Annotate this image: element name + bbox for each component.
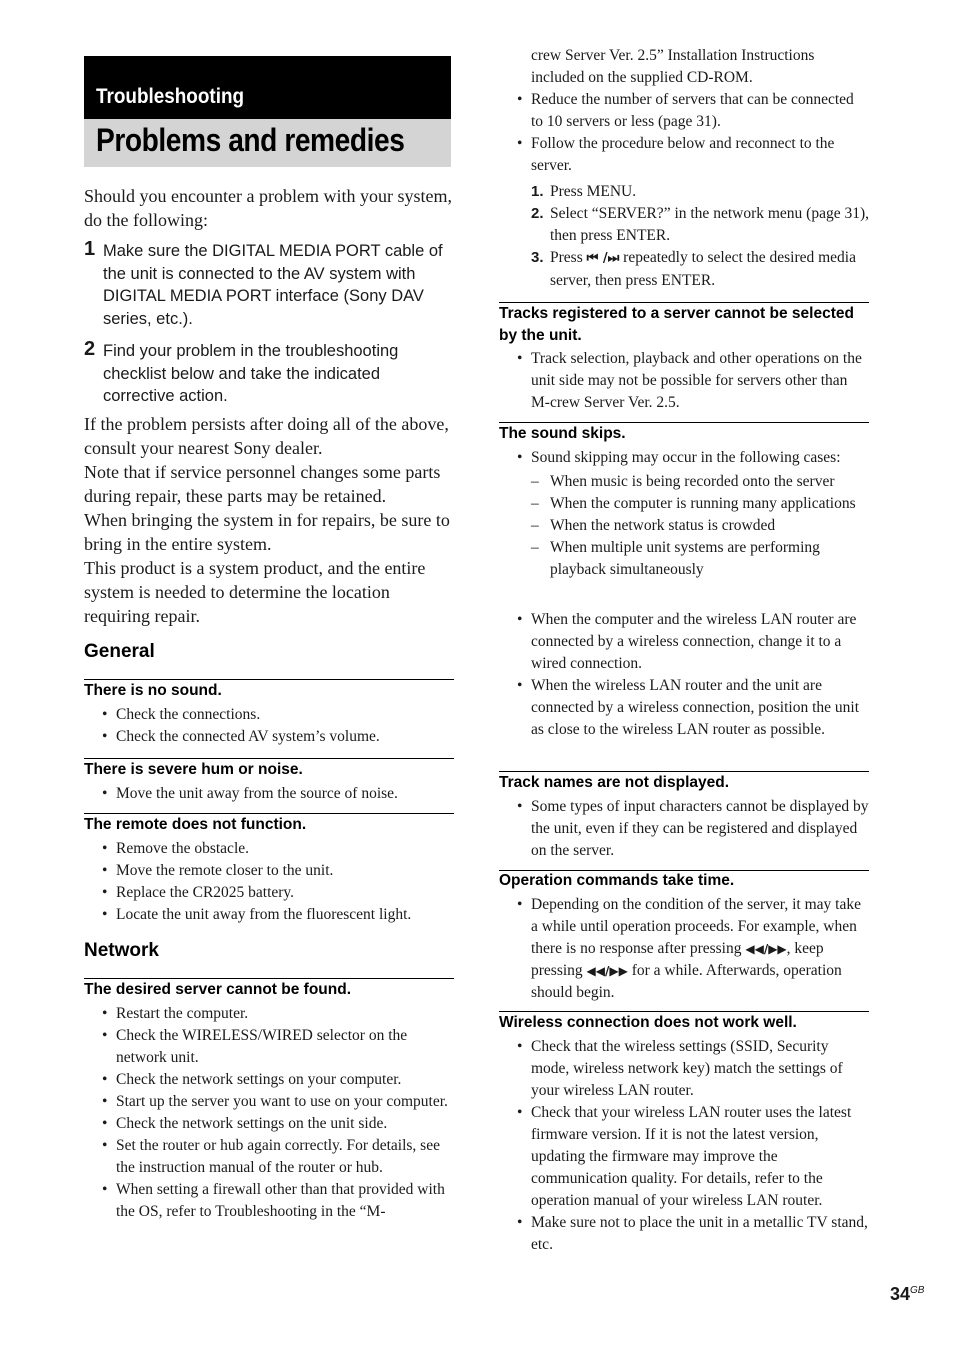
list-item: • When the computer and the wireless LAN router are connected by a wireless connection, change it to a wired connection. bbox=[499, 609, 869, 675]
list-item: • When setting a firewall other than that provided with the OS, refer to Troubleshooting in the “M- bbox=[84, 1179, 454, 1223]
note-1: If the problem persists after doing all of the above, consult your nearest Sony dealer. bbox=[84, 414, 449, 458]
problem-title: There is severe hum or noise. bbox=[84, 761, 303, 778]
list-item: • Replace the CR2025 battery. bbox=[84, 882, 454, 904]
section-network-heading: Network bbox=[84, 940, 159, 961]
note-2: Note that if service personnel changes some parts during repair, these parts may be retained. bbox=[84, 462, 441, 506]
remedy-list bbox=[84, 704, 454, 748]
list-item: • Check that your wireless LAN router uses the latest firmware version. If it is not the latest version, updating the firmware may improve the communication quality. For details, refer to the operation manual of your wireless LAN router. bbox=[499, 1102, 869, 1212]
list-item: • Depending on the condition of the server, it may take a while until operation proceeds. For example, when there is no response after pressing ◀◀/▶▶, keep pressing ◀◀/▶▶ for a while. Afterwards, operation should begin. bbox=[499, 894, 869, 1004]
list-item: • Start up the server you want to use on your computer. bbox=[84, 1091, 454, 1113]
note-3: When bringing the system in for repairs, be sure to bring in the entire system. bbox=[84, 510, 450, 554]
problem-title: Operation commands take time. bbox=[499, 872, 735, 889]
list-item: • Check the network settings on your computer. bbox=[84, 1069, 454, 1091]
procedure-step: 1. Press MENU. bbox=[531, 183, 637, 200]
problem-title: Wireless connection does not work well. bbox=[499, 1014, 797, 1031]
list-item: • Check the connected AV system’s volume. bbox=[84, 726, 454, 748]
remedy-list-continued bbox=[499, 45, 869, 177]
list-item: • Move the unit away from the source of noise. bbox=[84, 783, 454, 805]
list-item: • Check the network settings on the unit side. bbox=[84, 1113, 454, 1135]
remedy-list bbox=[84, 838, 454, 926]
procedure-list bbox=[499, 181, 869, 292]
rewind-forward-icon: ◀◀/▶▶ bbox=[745, 942, 787, 956]
page-number: $34^{GB}$ bbox=[890, 1284, 925, 1304]
rewind-forward-icon: ◀◀/▶▶ bbox=[586, 964, 628, 978]
list-item: • Track selection, playback and other operations on the unit side may not be possible for servers other than M-crew Server Ver. 2.5. bbox=[499, 348, 869, 414]
list-item-continued: crew Server Ver. 2.5” Installation Instructions included on the supplied CD-ROM. bbox=[531, 47, 815, 86]
case-list bbox=[499, 471, 869, 581]
title-banner bbox=[84, 119, 451, 167]
problem-title: The sound skips. bbox=[499, 425, 626, 442]
remedy-list bbox=[84, 783, 454, 805]
procedure-step: 3. Press ⏮ /⏭ repeatedly to select the desired media server, then press ENTER. bbox=[531, 249, 856, 289]
section-general-heading: General bbox=[84, 641, 155, 662]
list-item: • Sound skipping may occur in the following cases: bbox=[499, 447, 869, 469]
list-item: • Restart the computer. bbox=[84, 1003, 454, 1025]
skip-buttons-icon: ⏮ /⏭ bbox=[586, 251, 620, 266]
problem-title: The remote does not function. bbox=[84, 816, 307, 833]
list-item: – When music is being recorded onto the server bbox=[499, 471, 869, 493]
list-item: – When multiple unit systems are performing playback simultaneously bbox=[499, 537, 869, 581]
category-banner bbox=[84, 56, 451, 119]
step-1-text: Make sure the DIGITAL MEDIA PORT cable of the unit is connected to the AV system with DIGITAL MEDIA PORT interface (Sony DAV series, etc.). bbox=[103, 242, 443, 328]
problem-title: The desired server cannot be found. bbox=[84, 981, 352, 998]
remedy-list bbox=[499, 1036, 869, 1256]
remedy-list bbox=[499, 894, 869, 1004]
list-item: • When the wireless LAN router and the unit are connected by a wireless connection, position the unit as close to the wireless LAN router as possible. bbox=[499, 675, 869, 741]
procedure-step: 2. Select “SERVER?” in the network menu (page 31), then press ENTER. bbox=[531, 205, 869, 244]
list-item: • Move the remote closer to the unit. bbox=[84, 860, 454, 882]
notes bbox=[84, 412, 454, 628]
intro-text: Should you encounter a problem with your system, do the following: bbox=[84, 186, 452, 230]
remedy-list bbox=[499, 348, 869, 414]
list-item: – When the computer is running many applications bbox=[499, 493, 869, 515]
list-item: • Some types of input characters cannot be displayed by the unit, even if they can be registered and displayed on the server. bbox=[499, 796, 869, 862]
remedy-list bbox=[84, 1003, 454, 1223]
remedy-list bbox=[499, 796, 869, 862]
list-item: • Follow the procedure below and reconnect to the server. bbox=[499, 133, 869, 177]
list-item: • Make sure not to place the unit in a metallic TV stand, etc. bbox=[499, 1212, 869, 1256]
note-4: This product is a system product, and the entire system is needed to determine the location requiring repair. bbox=[84, 558, 426, 626]
list-item: • Reduce the number of servers that can be connected to 10 servers or less (page 31). bbox=[499, 89, 869, 133]
problem-title: Tracks registered to a server cannot be selected by the unit. bbox=[499, 305, 854, 344]
remedy-list bbox=[499, 609, 869, 741]
list-item: • Remove the obstacle. bbox=[84, 838, 454, 860]
remedy-list bbox=[499, 447, 869, 469]
step-2: 2 Find your problem in the troubleshooting checklist below and take the indicated corrective action. bbox=[84, 340, 454, 408]
list-item: • Check the connections. bbox=[84, 704, 454, 726]
list-item: • Locate the unit away from the fluorescent light. bbox=[84, 904, 454, 926]
list-item: • Check the WIRELESS/WIRED selector on the network unit. bbox=[84, 1025, 454, 1069]
problem-title: There is no sound. bbox=[84, 682, 222, 699]
step-2-text: Find your problem in the troubleshooting checklist below and take the indicated corrective action. bbox=[103, 342, 399, 405]
step-1: 1 Make sure the DIGITAL MEDIA PORT cable of the unit is connected to the AV system with DIGITAL MEDIA PORT interface (Sony DAV series, etc.). bbox=[84, 240, 454, 330]
list-item: • Check that the wireless settings (SSID, Security mode, wireless network key) match the settings of your wireless LAN router. bbox=[499, 1036, 869, 1102]
problem-title: Track names are not displayed. bbox=[499, 774, 730, 791]
list-item: – When the network status is crowded bbox=[499, 515, 869, 537]
category-label: Troubleshooting bbox=[96, 85, 245, 108]
page-title: Problems and remedies bbox=[96, 122, 405, 158]
list-item: • Set the router or hub again correctly. For details, see the instruction manual of the router or hub. bbox=[84, 1135, 454, 1179]
